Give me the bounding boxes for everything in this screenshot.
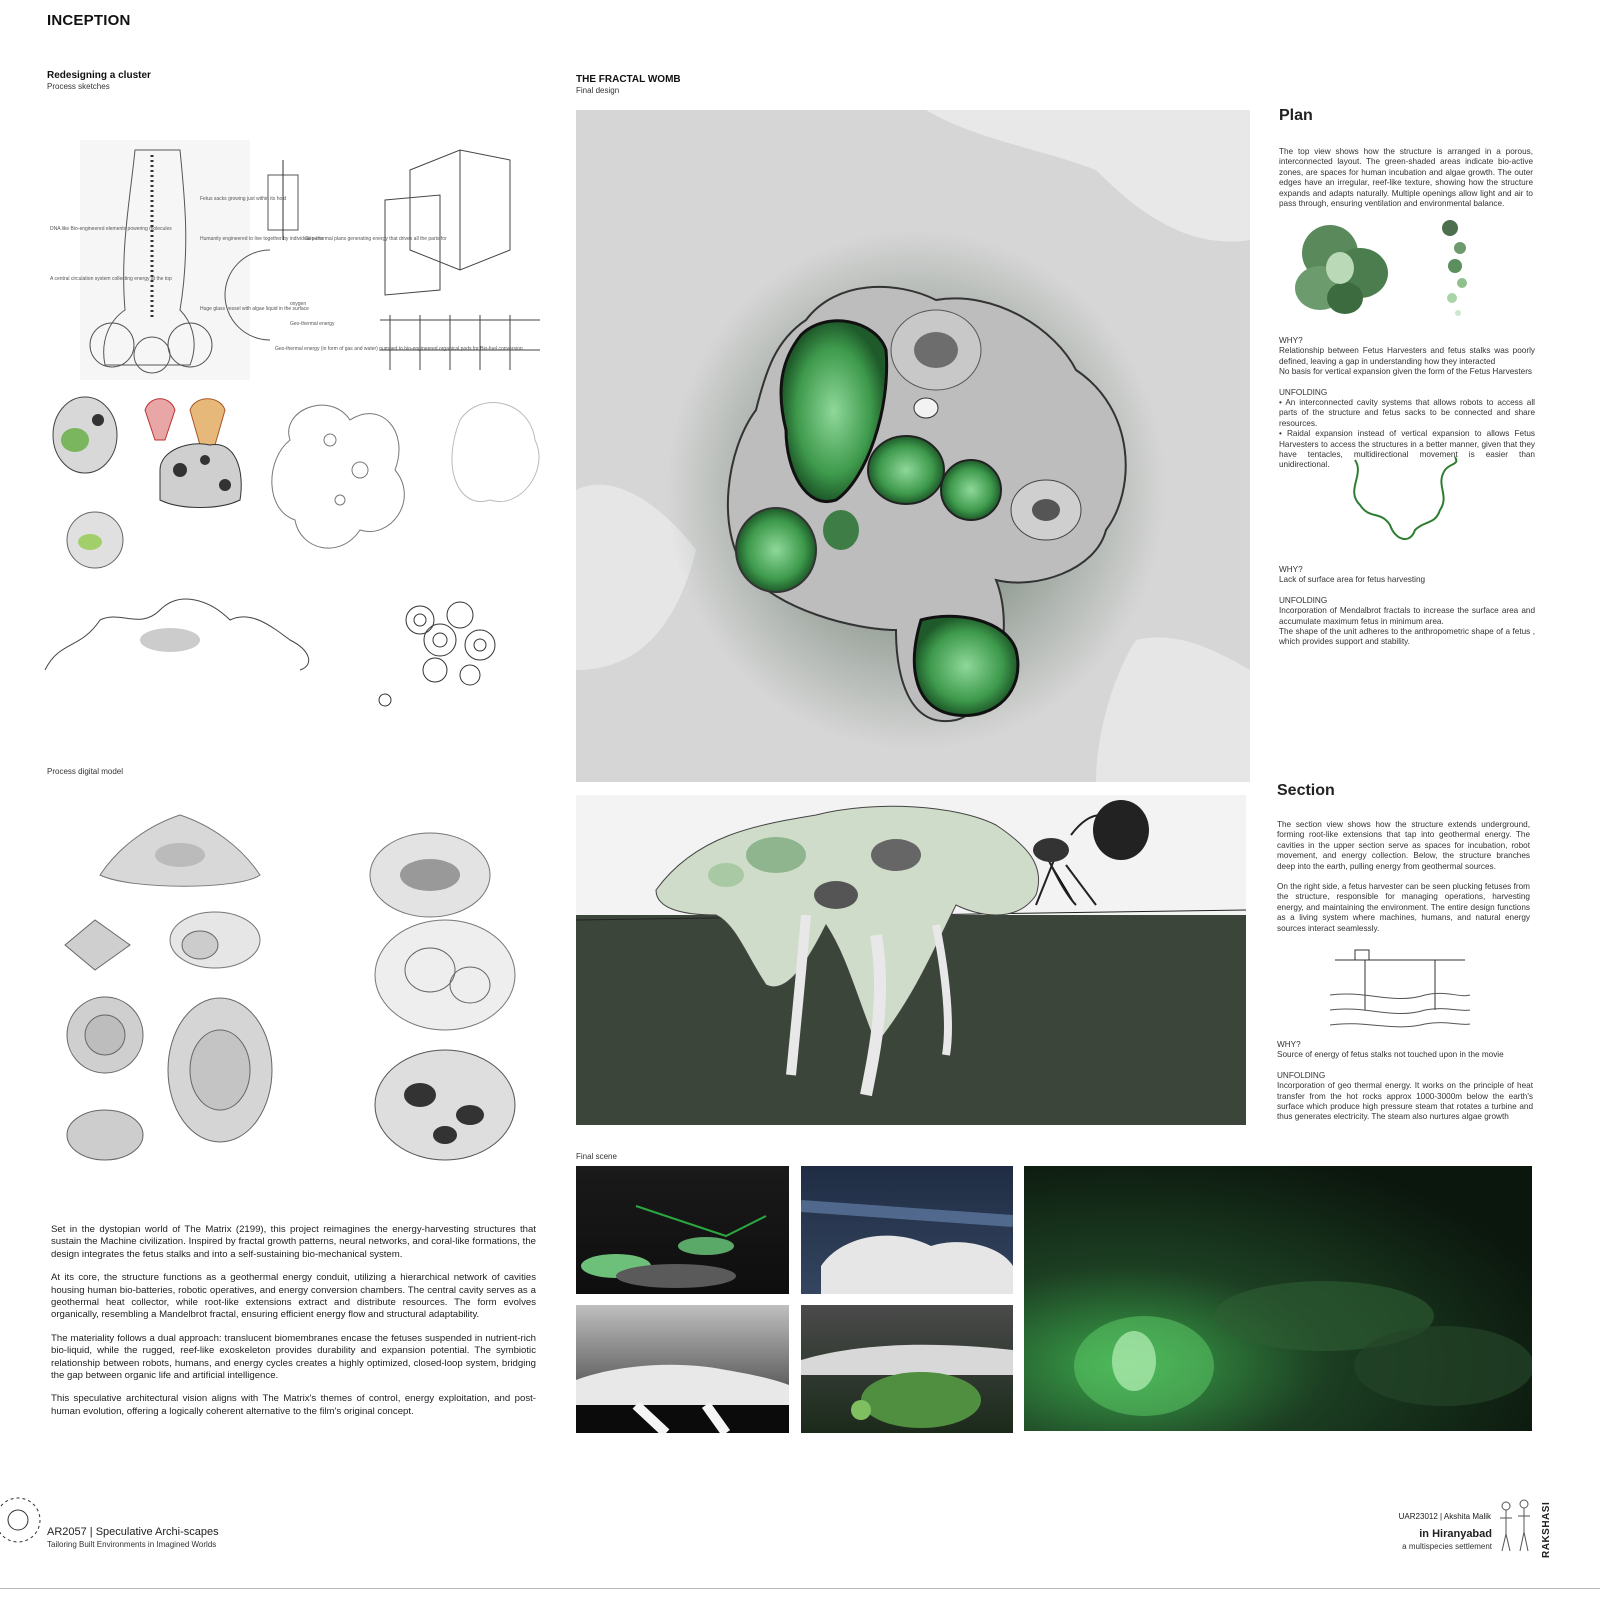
final-scene-image-2 xyxy=(801,1166,1013,1294)
section-why xyxy=(1277,1040,1533,1123)
plan-why-1-line-1: Relationship between Fetus Harvesters and fetus stalks was poorly defined, leaving a gap in understanding how they interacted xyxy=(1279,346,1535,366)
sketch-note-1: DNA like Bio-engineered elements powering molecules xyxy=(50,226,172,232)
plan-render xyxy=(576,110,1250,782)
plan-heading: Plan xyxy=(1279,107,1313,124)
sketch-note-7: Geo-thermal energy xyxy=(290,321,335,327)
footer-divider xyxy=(0,1588,1600,1589)
sketch-note-6: oxygen xyxy=(290,301,307,307)
narrative-paragraph-2: At its core, the structure functions as a geothermal energy conduit, utilizing a hierarchical network of cavities housing human bio-batteries, robotic operatives, and energy conversion chambers. The central cavity serves as a geothermal heat collector, while root-like extensions extract and distribute resources. The form evolves organically, resembling a Mandelbrot fractal, ensuring efficient energy flow and structural adaptability. xyxy=(51,1272,536,1321)
sketch-note-2: A central circulation system collecting energy at the top xyxy=(50,276,172,282)
fractal-womb-heading: THE FRACTAL WOMB xyxy=(576,74,681,85)
fractal-curve-diagram xyxy=(1335,455,1465,555)
final-scene-image-3-drawing xyxy=(576,1305,789,1433)
plan-why-1-line-2: No basis for vertical expansion given the form of the Fetus Harvesters xyxy=(1279,367,1533,377)
sketch-note-8: Huge glass vessel with algae liquid in the surface xyxy=(200,306,309,312)
sketch-note-5: Geo-thermal plans generating energy that drives all the parts for xyxy=(305,236,447,242)
footer-student: UAR23012 | Akshita Malik xyxy=(1398,1512,1491,1521)
section-paragraph-1: The section view shows how the structure extends underground, forming root-like extensions that tap into geothermal energy. The cavities in the upper section serve as spaces for incubation, robot movement, and energy collection. Below, the structure branches deep into the earth, pulling energy from geothermal sources. xyxy=(1277,820,1530,871)
figures-illustration-drawing xyxy=(1496,1496,1536,1554)
digital-model-renders xyxy=(50,805,540,1175)
plan-unfolding-1-line-2: • Raidal expansion instead of vertical expansion to allows Fetus Harvesters to access the structures in a better manner, given that they have tentacles, multidirectional movement is easier than unidirectional. xyxy=(1279,429,1535,470)
section-render-drawing xyxy=(576,795,1246,1125)
final-scene-image-4-drawing xyxy=(801,1305,1013,1433)
plan-unfolding-1-line-1: • An interconnected cavity systems that allows robots to access all parts of the structure and fetus sacks to be connected and share resources. xyxy=(1279,398,1535,428)
narrative-paragraph-1: Set in the dystopian world of The Matrix (2199), this project reimagines the energy-harvesting structures that sustain the Machine civilization. Inspired by fractal growth patterns, neural networks, and coral-like formations, the design integrates the fetus stalks and into a self-sustaining bio-mechanical system. xyxy=(51,1224,536,1260)
footer-course: AR2057 | Speculative Archi-scapes xyxy=(47,1526,219,1538)
project-narrative xyxy=(51,1224,536,1429)
footer-place-sub: a multispecies settlement xyxy=(1402,1542,1492,1551)
digital-model-heading: Process digital model xyxy=(47,767,124,776)
sketch-note-3: Fetus sacks growing just within its hold xyxy=(200,196,287,202)
course-logo xyxy=(0,1492,44,1552)
plan-diagrams xyxy=(1290,218,1540,328)
section-unfolding-line-1: Incorporation of geo thermal energy. It works on the principle of heat transfer from the hot rocks approx 1000-3000m below the earth's surface which produce high pressure steam that rotates a turbine and thus generates electricity. The steam also nurtures algae growth xyxy=(1277,1081,1533,1122)
plan-why-2 xyxy=(1279,565,1535,648)
section-unfolding-label: UNFOLDING xyxy=(1277,1070,1326,1080)
final-scene-image-1-drawing xyxy=(576,1166,789,1294)
section-why-label: WHY? xyxy=(1277,1040,1301,1049)
brand-text: RAKSHASI xyxy=(1541,1501,1552,1558)
sketch-note-9: Geo-thermal energy (in form of gas and water) pumped to bio-engineered organical pods for Bio-fuel conversion xyxy=(275,346,523,352)
process-sketches xyxy=(40,140,550,715)
digital-model-drawing xyxy=(50,805,540,1175)
footer-place: in Hiranyabad xyxy=(1419,1528,1492,1540)
brand-vertical xyxy=(1541,1498,1557,1558)
plan-render-drawing xyxy=(576,110,1250,782)
final-scene-image-3 xyxy=(576,1305,789,1433)
final-scene-image-4 xyxy=(801,1305,1013,1433)
narrative-paragraph-4: This speculative architectural vision aligns with The Matrix's themes of control, energy exploitation, and post-human evolution, offering a logically coherent alternative to the film's original concept. xyxy=(51,1393,536,1417)
section-heading: Section xyxy=(1277,782,1335,799)
figures-illustration xyxy=(1496,1496,1536,1554)
page-title: INCEPTION xyxy=(47,12,131,29)
plan-why-1 xyxy=(1279,336,1535,471)
final-scene-image-1 xyxy=(576,1166,789,1294)
process-sketches-drawing xyxy=(40,140,550,715)
final-scene-image-2-drawing xyxy=(801,1166,1013,1294)
plan-why-1-label: WHY? xyxy=(1279,336,1303,345)
sketches-subheading: Process sketches xyxy=(47,82,110,91)
fractal-womb-subheading: Final design xyxy=(576,86,620,95)
plan-unfolding-2-label: UNFOLDING xyxy=(1279,595,1328,605)
section-render xyxy=(576,795,1246,1125)
footer-course-sub: Tailoring Built Environments in Imagined Worlds xyxy=(47,1540,217,1549)
plan-unfolding-2-line-2: The shape of the unit adheres to the anthropometric shape of a fetus , which provides support and stability. xyxy=(1279,627,1535,647)
plan-unfolding-1-label: UNFOLDING xyxy=(1279,387,1328,397)
fractal-curve-drawing xyxy=(1335,455,1465,555)
plan-why-2-line-1: Lack of surface area for fetus harvesting xyxy=(1279,575,1426,585)
section-why-line-1: Source of energy of fetus stalks not touched upon in the movie xyxy=(1277,1050,1504,1060)
plan-diagrams-drawing xyxy=(1290,218,1540,328)
final-scene-image-5 xyxy=(1024,1166,1532,1431)
plan-unfolding-2-line-1: Incorporation of Mendalbrot fractals to increase the surface area and accumulate maximum fetus in minimum area. xyxy=(1279,606,1535,626)
geothermal-diagram xyxy=(1325,940,1475,1035)
sketches-heading: Redesigning a cluster xyxy=(47,70,151,81)
narrative-paragraph-3: The materiality follows a dual approach: translucent biomembranes encase the fetuses suspended in nutrient-rich bio-liquid, while the rugged, reef-like exoskeleton provides durability and expansion potential. The symbiotic relationship between robots, humans, and energy cycles creates a highly optimized, closed-loop system, bridging the gap between organic life and artificial intelligence. xyxy=(51,1332,536,1382)
final-scene-heading: Final scene xyxy=(576,1152,617,1161)
plan-why-2-label: WHY? xyxy=(1279,565,1303,574)
course-logo-drawing xyxy=(0,1492,44,1552)
geothermal-diagram-drawing xyxy=(1325,940,1475,1035)
section-paragraph-2: On the right side, a fetus harvester can be seen plucking fetuses from the structure, responsible for managing operations, harvesting energy, and maintaining the environment. The entire design functions as a living system where machines, humans, and natural energy sources interact seamlessly. xyxy=(1277,882,1530,933)
final-scene-image-5-drawing xyxy=(1024,1166,1532,1431)
sketch-note-4: Humanity engineered to live together by individual parts xyxy=(200,236,324,242)
plan-description: The top view shows how the structure is arranged in a porous, interconnected layout. The green-shaded areas indicate bio-active zones, are spaces for human incubation and algae growth. The outer edges have an irregular, reef-like texture, showing how the structure expands and adapts naturally. Multiple openings allow light and air to pass through, ensuring ventilation and environmental balance. xyxy=(1279,147,1533,209)
